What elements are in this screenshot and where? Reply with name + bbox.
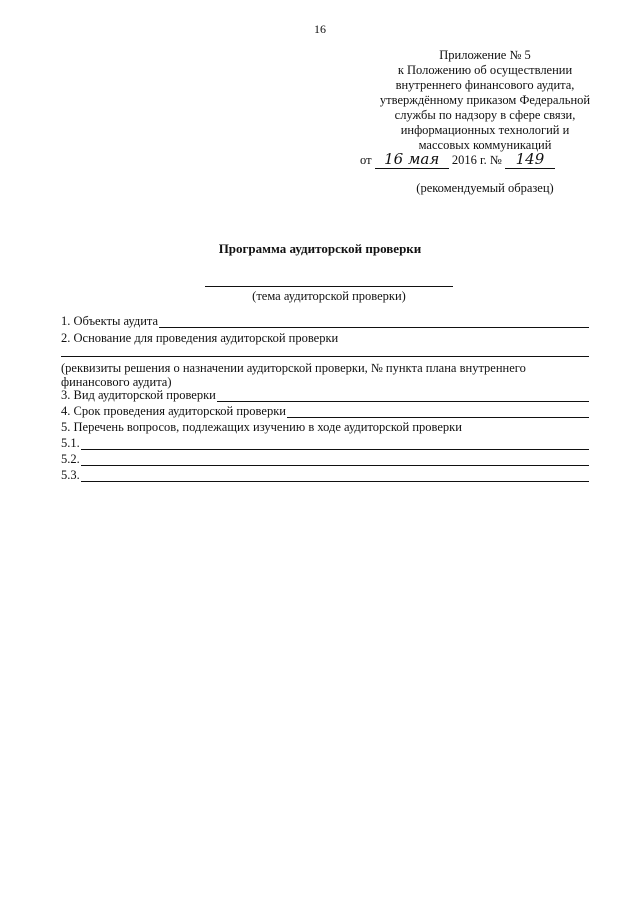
item-basis [61,331,589,345]
item-objects [61,314,589,328]
document-title: Программа аудиторской проверки [218,241,422,256]
topic-fill-line [205,286,453,287]
appendix-line: внутреннего финансового аудита, [395,78,575,92]
appendix-line: утверждённому приказом Федеральной [379,93,591,107]
appendix-line: службы по надзору в сфере связи, [394,108,576,122]
item-label: 5.3. [61,468,80,482]
sample-note: (рекомендуемый образец) [416,181,554,195]
fill-line [81,438,589,450]
fill-line [81,470,589,482]
item-label: 1. Объекты аудита [61,314,159,328]
fill-line [81,454,589,466]
appendix-header [370,48,600,153]
item-label: 5. Перечень вопросов, подлежащих изучению в ходе аудиторской проверки [61,420,462,434]
item-label: 5.2. [61,452,80,466]
fill-line [159,316,589,328]
date-year: 2016 г. № [451,153,502,167]
fill-line [287,406,589,418]
date-prefix: от [360,153,372,167]
item-label: 2. Основание для проведения аудиторской проверки [61,331,339,345]
item-label: 4. Срок проведения аудиторской проверки [61,404,286,418]
appendix-line: информационных технологий и [400,123,570,137]
handwritten-date: 16 мая [375,150,449,169]
item-question-1 [61,436,589,450]
order-date-line [360,150,600,169]
item-label: 5.1. [61,436,80,450]
item-term [61,404,589,418]
item-questions [61,420,589,434]
topic-caption: (тема аудиторской проверки) [252,289,406,303]
basis-note: (реквизиты решения о назначении аудиторской проверки, № пункта плана внутреннего финансового аудита) [61,361,526,389]
appendix-line: Приложение № 5 [439,48,531,62]
fill-line [217,390,589,402]
item-question-2 [61,452,589,466]
appendix-line: к Положению об осуществлении [397,63,573,77]
item-question-3 [61,468,589,482]
appendix-line: массовых коммуникаций [418,138,552,152]
page-number: 16 [314,22,326,36]
handwritten-order-number: 149 [505,150,555,169]
item-label: 3. Вид аудиторской проверки [61,388,216,402]
basis-fill-line [61,356,589,357]
item-type [61,388,589,402]
